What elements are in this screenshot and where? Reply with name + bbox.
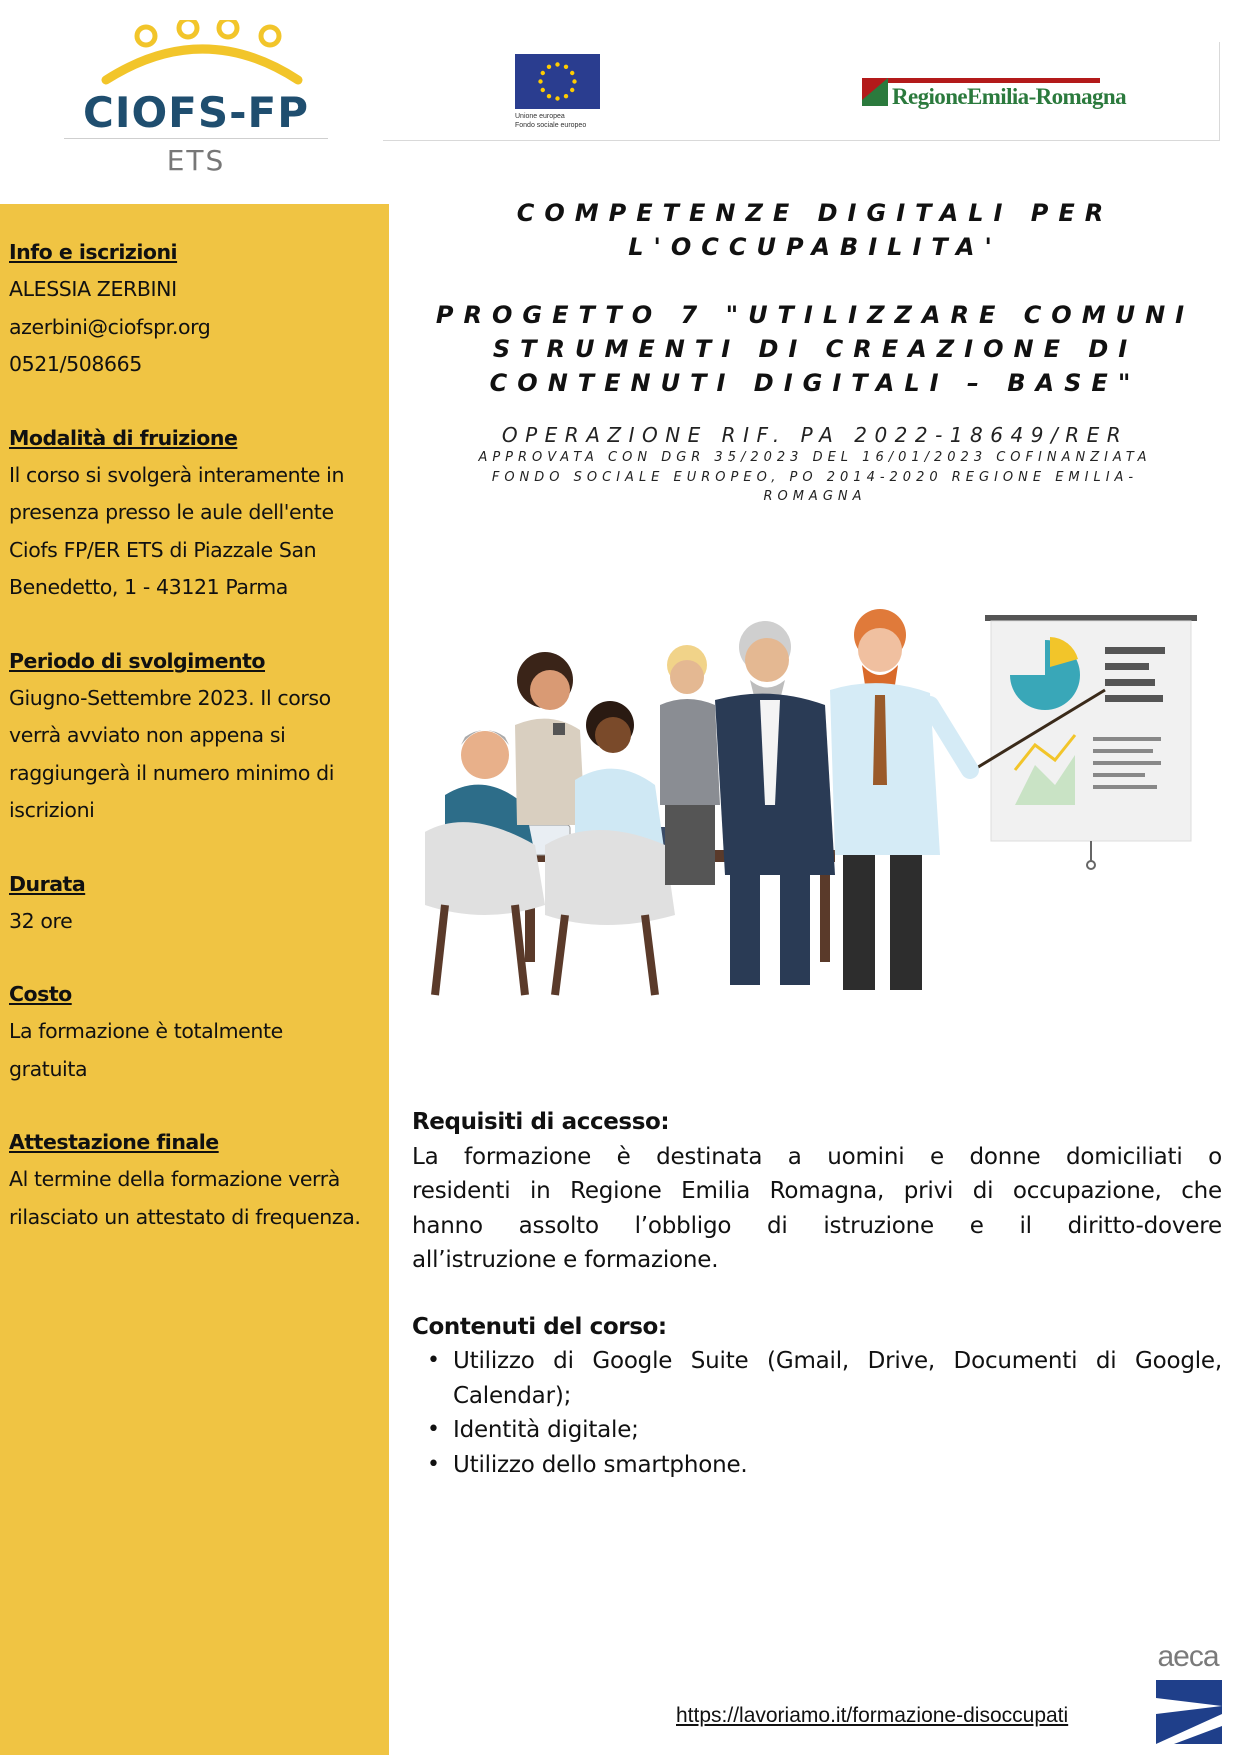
requirements-line: hanno assolto l’obbligo di istruzione e il diritto-dovere: [412, 1212, 1222, 1239]
contents-heading: Contenuti del corso:: [412, 1313, 667, 1340]
sidebar-heading: Attestazione finale: [9, 1130, 219, 1154]
requirements-heading: Requisiti di accesso:: [412, 1109, 670, 1135]
sidebar-text-line: ALESSIA ZERBINI: [9, 277, 177, 301]
contents-list: [412, 1344, 1222, 1482]
sidebar-text-line: rilasciato un attestato di frequenza.: [9, 1204, 361, 1229]
sidebar-block: [9, 643, 384, 830]
sidebar-text-line: Il corso si svolgerà interamente in: [9, 462, 345, 487]
project-title-line2: STRUMENTI DI CREAZIONE DI: [492, 335, 1138, 363]
eu-star-icon: [538, 79, 542, 83]
regione-emilia-romagna-logo: [862, 74, 1126, 114]
eu-star-icon: [555, 96, 559, 100]
course-titles: [410, 196, 1220, 507]
sidebar-text-line: Al termine della formazione verrà: [9, 1167, 340, 1191]
ciofs-divider: [64, 138, 328, 139]
project-title-line1: PROGETTO 7 "UTILIZZARE COMUNI: [435, 301, 1195, 329]
eu-logo-line2: Fondo sociale europeo: [515, 122, 587, 129]
ciofs-arc-icon: [98, 20, 308, 90]
course-details: [412, 1105, 1222, 1482]
sidebar-text-line: azerbini@ciofspr.org: [9, 314, 211, 339]
eu-star-icon: [547, 65, 551, 69]
approval-line3: ROMAGNA: [763, 489, 867, 504]
eu-star-icon: [572, 79, 576, 83]
aeca-logo-text: aeca: [1157, 1640, 1219, 1673]
sidebar-text-line: presenza presso le aule dell'ente: [9, 500, 334, 524]
approval-line2: FONDO SOCIALE EUROPEO, PO 2014-2020 REGIONE EMILIA-: [491, 469, 1139, 485]
course-title-line1: COMPETENZE DIGITALI PER: [516, 199, 1114, 227]
course-title-line2: L'OCCUPABILITA': [628, 233, 1002, 261]
sidebar-text-line: verrà avviato non appena si: [9, 723, 286, 747]
eu-logo: [515, 54, 600, 132]
header-divider: [383, 140, 1220, 141]
approval-line1: APPROVATA CON DGR 35/2023 DEL 16/01/2023 COFINANZIATA: [478, 450, 1152, 465]
sidebar-text-line: raggiungerà il numero minimo di: [9, 760, 335, 785]
project-title-line3: CONTENUTI DIGITALI – BASE": [489, 369, 1141, 397]
sidebar-heading: Modalità di fruizione: [9, 425, 238, 450]
header-vertical-divider: [1219, 42, 1220, 141]
eu-star-icon: [564, 94, 568, 98]
sidebar-block: [9, 866, 384, 941]
rer-logo-text: RegioneEmilia-Romagna: [892, 84, 1126, 109]
sidebar-text-line: Benedetto, 1 - 43121 Parma: [9, 575, 288, 599]
sidebar-text-line: La formazione è totalmente: [9, 1019, 283, 1043]
registration-link[interactable]: https://lavoriamo.it/formazione-disoccupati: [676, 1704, 1069, 1727]
requirements-line: La formazione è destinata a uomini e donne domiciliati o: [412, 1143, 1222, 1170]
eu-star-icon: [541, 88, 545, 92]
sidebar-heading: Durata: [9, 871, 86, 896]
sidebar-heading: Periodo di svolgimento: [9, 648, 266, 673]
sidebar-block: [9, 420, 384, 607]
eu-star-icon: [547, 94, 551, 98]
eu-star-icon: [555, 62, 559, 66]
sidebar: [0, 204, 389, 1755]
eu-star-icon: [564, 65, 568, 69]
sidebar-heading: Costo: [9, 982, 72, 1006]
ciofs-brand-text: CIOFS-FP: [83, 88, 309, 137]
list-item: • Identità digitale;: [453, 1413, 1222, 1448]
eu-star-icon: [541, 71, 545, 75]
meeting-illustration: [425, 605, 1225, 1005]
sidebar-text-line: Giugno-Settembre 2023. Il corso: [9, 685, 331, 710]
sidebar-heading: Info e iscrizioni: [9, 240, 178, 264]
aeca-logo: [1152, 1640, 1224, 1748]
eu-star-icon: [570, 71, 574, 75]
aeca-mark-icon: [1156, 1680, 1222, 1744]
sidebar-text-line: Ciofs FP/ER ETS di Piazzale San: [9, 537, 317, 562]
sidebar-text-line: iscrizioni: [9, 798, 95, 822]
requirements-line: all’istruzione e formazione.: [412, 1247, 719, 1273]
eu-star-icon: [570, 88, 574, 92]
sidebar-content: [9, 234, 384, 1272]
list-item: • Utilizzo di Google Suite (Gmail, Drive, Documenti di Google, Calendar);: [453, 1344, 1222, 1413]
sidebar-text-line: gratuita: [9, 1056, 88, 1081]
sidebar-block: [9, 1124, 384, 1236]
sidebar-text-line: 0521/508665: [9, 352, 142, 376]
requirements-text: [412, 1140, 1222, 1278]
sidebar-block: [9, 234, 384, 384]
rer-red-bar: [862, 78, 1100, 83]
rer-mark-icon: [862, 78, 888, 106]
eu-logo-line1: Unione europea: [515, 113, 565, 120]
sidebar-block: [9, 976, 384, 1088]
list-item: • Utilizzo dello smartphone.: [453, 1448, 1222, 1483]
ciofs-ets-text: ETS: [166, 144, 226, 177]
requirements-line: residenti in Regione Emilia Romagna, privi di occupazione, che: [412, 1178, 1222, 1204]
ciofs-logo: [62, 12, 330, 177]
sidebar-text-line: 32 ore: [9, 908, 73, 933]
operation-reference: OPERAZIONE RIF. PA 2022-18649/RER: [501, 423, 1129, 447]
eu-flag-icon: [515, 54, 600, 109]
